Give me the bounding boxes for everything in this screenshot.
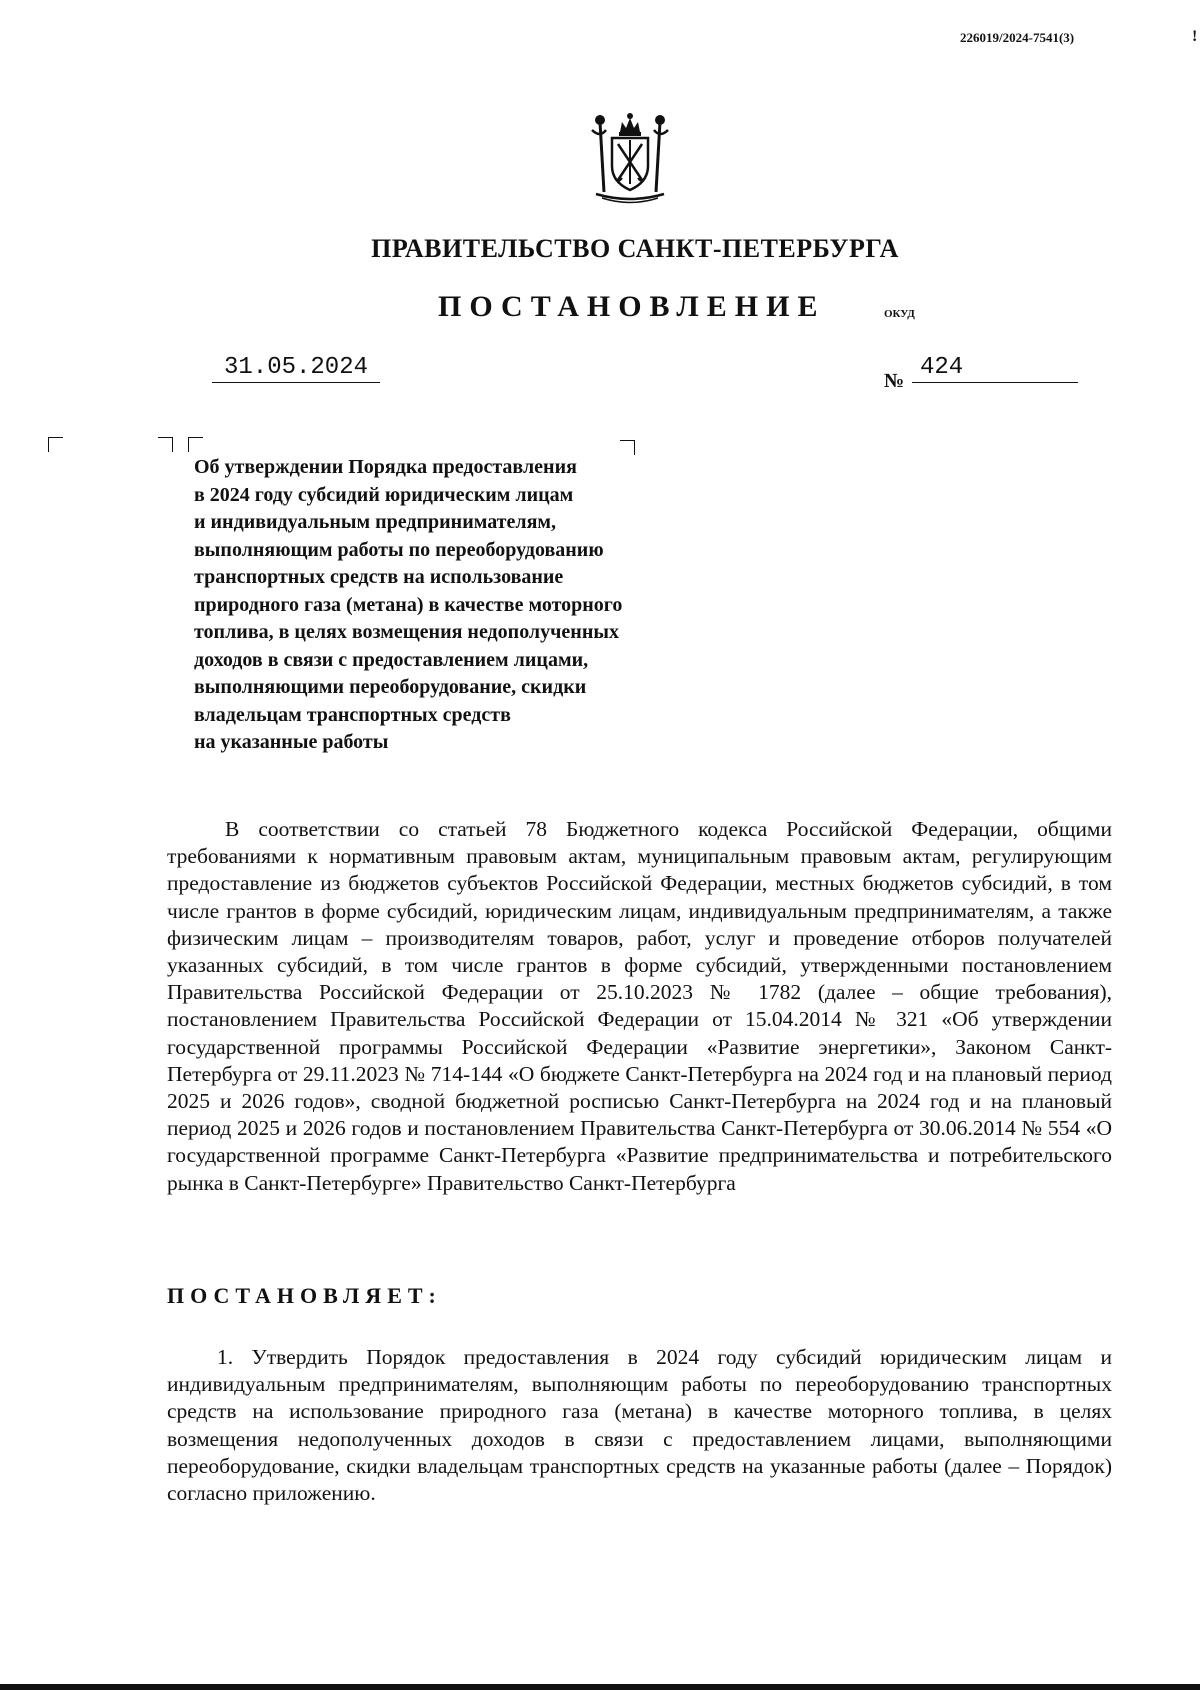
preamble-paragraph: В соответствии со статьей 78 Бюджетного кодекса Российской Федерации, общими требованиями к нормативным правовым актам, муниципальным правовым актам, регулирующим предоставление из бюджетов субъектов Российской Федерации, местных бюджетов субсидий, в том числе грантов в форме субсидий, юридическим лицам, индивидуальным предпринимателям, а также физическим лицам – производителям товаров, работ, услуг и проведение отборов получателей указанных субсидий, в том числе грантов в форме субсидий, утвержденными постановлением Правительства Российской Федерации от 25.10.2023 № 1782 (далее – общие требования), постановлением Правительства Российской Федерации от 15.04.2014 № 321 «Об утверждении государственной программы Российской Федерации «Развитие энергетики», Законом Санкт-Петербурга от 29.11.2023 № 714-144 «О бюджете Санкт-Петербурга на 2024 год и на плановый период 2025 и 2026 годов», сводной бюджетной росписью Санкт-Петербурга на 2024 год и на плановый период 2025 и 2026 годов и постановлением Правительства Санкт-Петербурга от 30.06.2014 № 554 «О государственной программе Санкт-Петербурга «Развитие предпринимательства и потребительского рынка в Санкт-Петербурге» Правительство Санкт-Петербурга (167, 817, 1112, 1195)
document-subject (194, 454, 734, 757)
subject-line: природного газа (метана) в качестве моторного (194, 593, 623, 616)
subject-line: транспортных средств на использование (194, 566, 564, 588)
coat-of-arms-icon (582, 108, 678, 204)
subject-line: выполняющим работы по переоборудованию (194, 538, 604, 561)
subject-line: выполняющими переоборудование, скидки (194, 676, 587, 698)
subject-line: Об утверждении Порядка предоставления (194, 456, 577, 478)
registration-number: 226019/2024-7541(3) (960, 30, 1075, 45)
document-number: 424 (912, 354, 1078, 383)
preamble-section (167, 816, 1112, 1197)
subject-line: топлива, в целях возмещения недополученных (194, 621, 619, 643)
subject-line: владельцам транспортных средств (194, 703, 511, 726)
subject-line: в 2024 году субсидий юридическим лицам (194, 483, 574, 506)
document-date: 31.05.2024 (212, 354, 380, 383)
scan-edge-line (0, 1684, 1200, 1690)
document-number-label: № (884, 370, 905, 392)
margin-corner-mark (188, 437, 203, 452)
margin-corner-mark (48, 437, 63, 452)
clause-section (167, 1344, 1112, 1507)
decree-word: ПОСТАНОВЛЯЕТ: (167, 1283, 442, 1308)
edge-mark: ! (1192, 28, 1198, 45)
subject-line: доходов в связи с предоставлением лицами, (194, 648, 589, 671)
margin-corner-mark (620, 440, 635, 455)
subject-line: и индивидуальным предпринимателям, (194, 511, 557, 533)
document-type: ПОСТАНОВЛЕНИЕ (438, 290, 826, 323)
subject-line: на указанные работы (194, 731, 389, 753)
clause-paragraph: 1. Утвердить Порядок предоставления в 2024 году субсидий юридическим лицам и индивидуальным предпринимателям, выполняющим работы по переоборудованию транспортных средств на использование природного газа (метана) в качестве моторного топлива, в целях возмещения недополученных доходов в связи с предоставлением лицами, выполняющими переоборудование, скидки владельцам транспортных средств на указанные работы (далее – Порядок) согласно приложению. (167, 1345, 1112, 1506)
margin-corner-mark (158, 437, 173, 452)
okud-label: ОКУД (884, 308, 915, 320)
government-name: ПРАВИТЕЛЬСТВО САНКТ-ПЕТЕРБУРГА (371, 234, 899, 263)
